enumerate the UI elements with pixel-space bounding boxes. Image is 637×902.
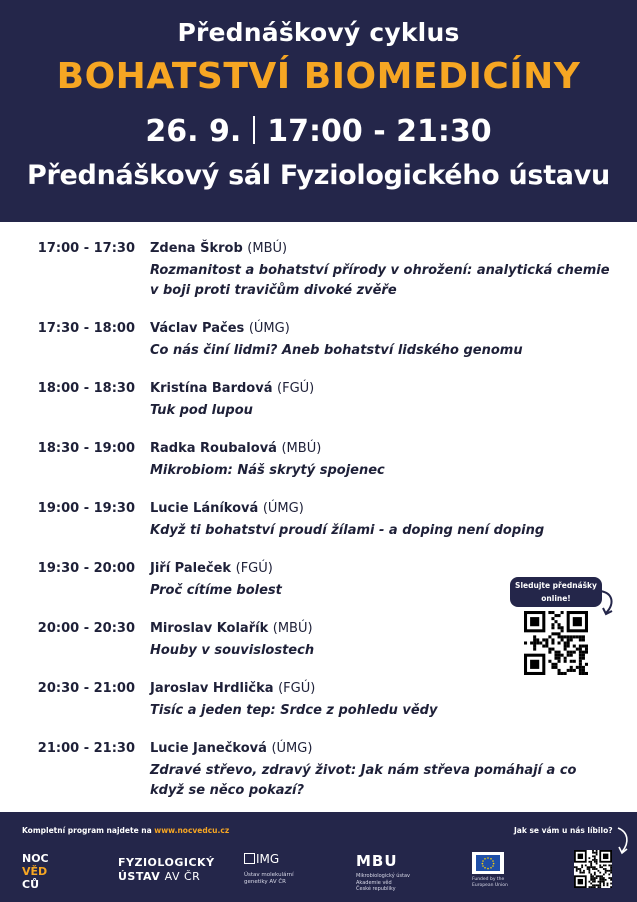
speaker-institute: (MBÚ) bbox=[272, 621, 313, 636]
program-link[interactable]: www.nocvedcu.cz bbox=[154, 826, 230, 835]
event-datetime bbox=[0, 114, 637, 149]
speaker-name: Radka Roubalová bbox=[150, 441, 277, 456]
event-time: 17:00 - 21:30 bbox=[267, 114, 492, 149]
slot-time: 18:00 - 18:30 bbox=[37, 381, 135, 396]
schedule-item bbox=[0, 318, 637, 378]
slot-speaker bbox=[150, 321, 290, 336]
schedule-item bbox=[0, 378, 637, 438]
online-stream-label: Sledujte přednášky online! bbox=[510, 577, 602, 607]
slot-speaker bbox=[150, 561, 273, 576]
img-institute-logo: IMG Ústav molekulární genetiky AV ČR bbox=[244, 852, 294, 885]
talk-title: Tuk pod lupou bbox=[150, 403, 253, 418]
speaker-name: Kristína Bardová bbox=[150, 381, 273, 396]
talk-title: Mikrobiom: Náš skrytý spojenec bbox=[150, 463, 385, 478]
schedule-item bbox=[0, 238, 637, 318]
event-series-subtitle: Přednáškový cyklus bbox=[177, 18, 460, 47]
schedule-item bbox=[0, 498, 637, 558]
slot-time: 20:00 - 20:30 bbox=[37, 621, 135, 636]
curved-arrow-icon bbox=[590, 589, 620, 619]
speaker-name: Miroslav Kolařík bbox=[150, 621, 269, 636]
event-date: 26. 9. bbox=[145, 114, 242, 149]
slot-time: 20:30 - 21:00 bbox=[37, 681, 135, 696]
slot-time: 17:30 - 18:00 bbox=[37, 321, 135, 336]
speaker-institute: (ÚMG) bbox=[248, 321, 290, 336]
slot-time: 18:30 - 19:00 bbox=[37, 441, 135, 456]
speaker-name: Václav Pačes bbox=[150, 321, 245, 336]
date-time-divider bbox=[253, 116, 255, 144]
slot-time: 19:00 - 19:30 bbox=[37, 501, 135, 516]
mbu-institute-logo: MBU Mikrobiologický ústav Akademie věd České republiky bbox=[356, 852, 411, 892]
talk-title: Zdravé střevo, zdravý život: Jak nám střeva pomáhají a co když se něco pokazí? bbox=[150, 763, 577, 798]
slot-time: 17:00 - 17:30 bbox=[37, 241, 135, 256]
noc-vedcu-logo: NOC VĚD CŮ bbox=[22, 852, 49, 891]
speaker-institute: (MBÚ) bbox=[247, 241, 288, 256]
stream-qr-code[interactable] bbox=[524, 611, 588, 675]
online-stream-callout bbox=[510, 577, 610, 687]
footer-banner bbox=[0, 812, 637, 902]
slot-speaker bbox=[150, 241, 287, 256]
slot-speaker bbox=[150, 741, 312, 756]
schedule-item bbox=[0, 438, 637, 498]
eu-funding-logo: Funded by the European Union bbox=[472, 852, 512, 889]
speaker-institute: (FGÚ) bbox=[235, 561, 273, 576]
img-logo-mark-icon bbox=[244, 853, 255, 864]
slot-time: 19:30 - 20:00 bbox=[37, 561, 135, 576]
speaker-name: Jaroslav Hrdlička bbox=[150, 681, 274, 696]
talk-title: Tisíc a jeden tep: Srdce z pohledu vědy bbox=[150, 703, 438, 718]
slot-speaker bbox=[150, 381, 314, 396]
slot-time: 21:00 - 21:30 bbox=[37, 741, 135, 756]
schedule-item bbox=[0, 678, 637, 738]
speaker-institute: (ÚMG) bbox=[271, 741, 313, 756]
full-program-note: Kompletní program najdete na www.nocvedcu.cz bbox=[22, 826, 230, 835]
speaker-name: Lucie Láníková bbox=[150, 501, 259, 516]
talk-title: Co nás činí lidmi? Aneb bohatství lidského genomu bbox=[150, 343, 523, 358]
speaker-name: Zdena Škrob bbox=[150, 241, 243, 256]
feedback-qr-code[interactable] bbox=[574, 850, 612, 888]
slot-speaker bbox=[150, 681, 315, 696]
talk-title: Proč cítíme bolest bbox=[150, 583, 282, 598]
feedback-prompt: Jak se vám u nás líbilo? bbox=[514, 826, 613, 835]
header-banner bbox=[0, 0, 637, 222]
eu-flag-icon bbox=[472, 852, 504, 874]
speaker-institute: (MBÚ) bbox=[281, 441, 322, 456]
slot-speaker bbox=[150, 621, 313, 636]
schedule-list bbox=[0, 238, 637, 818]
speaker-institute: (ÚMG) bbox=[262, 501, 304, 516]
slot-speaker bbox=[150, 501, 304, 516]
talk-title: Rozmanitost a bohatství přírody v ohrožení: analytická chemie v boji proti travičům divoké zvěře bbox=[150, 263, 610, 298]
speaker-institute: (FGÚ) bbox=[278, 681, 316, 696]
speaker-name: Lucie Janečková bbox=[150, 741, 267, 756]
schedule-item bbox=[0, 738, 637, 818]
fyziologicky-ustav-logo: FYZIOLOGICKÝ ÚSTAV AV ČR bbox=[118, 856, 215, 883]
talk-title: Houby v souvislostech bbox=[150, 643, 315, 658]
speaker-institute: (FGÚ) bbox=[277, 381, 315, 396]
event-venue: Přednáškový sál Fyziologického ústavu bbox=[27, 160, 610, 191]
talk-title: Když ti bohatství proudí žílami - a doping není doping bbox=[150, 523, 545, 538]
curved-arrow-icon bbox=[614, 826, 632, 856]
slot-speaker bbox=[150, 441, 321, 456]
event-title: BOHATSTVÍ BIOMEDICÍNY bbox=[56, 56, 581, 97]
speaker-name: Jiří Paleček bbox=[150, 561, 232, 576]
